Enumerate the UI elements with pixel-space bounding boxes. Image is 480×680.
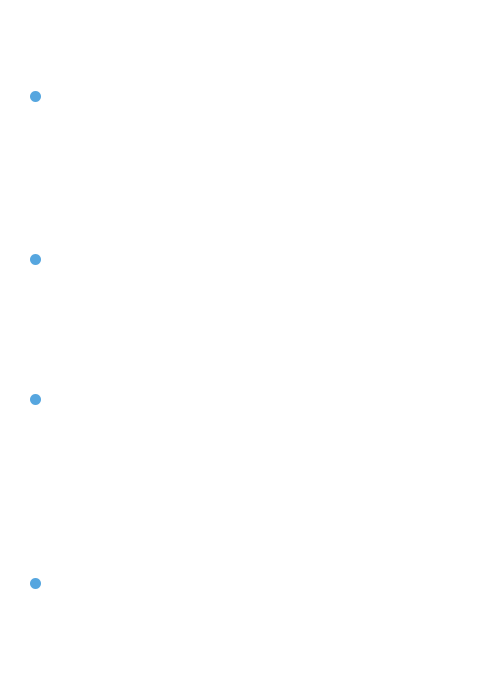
exercise-8-heading bbox=[30, 578, 47, 589]
exercise-number-badge bbox=[30, 578, 41, 589]
exercise-number-badge bbox=[30, 254, 41, 265]
exercise-7-heading bbox=[30, 394, 47, 405]
exercise-5-heading bbox=[30, 91, 47, 102]
exercise-number-badge bbox=[30, 394, 41, 405]
exercise-number-badge bbox=[30, 91, 41, 102]
exercise-6-heading bbox=[30, 254, 47, 265]
